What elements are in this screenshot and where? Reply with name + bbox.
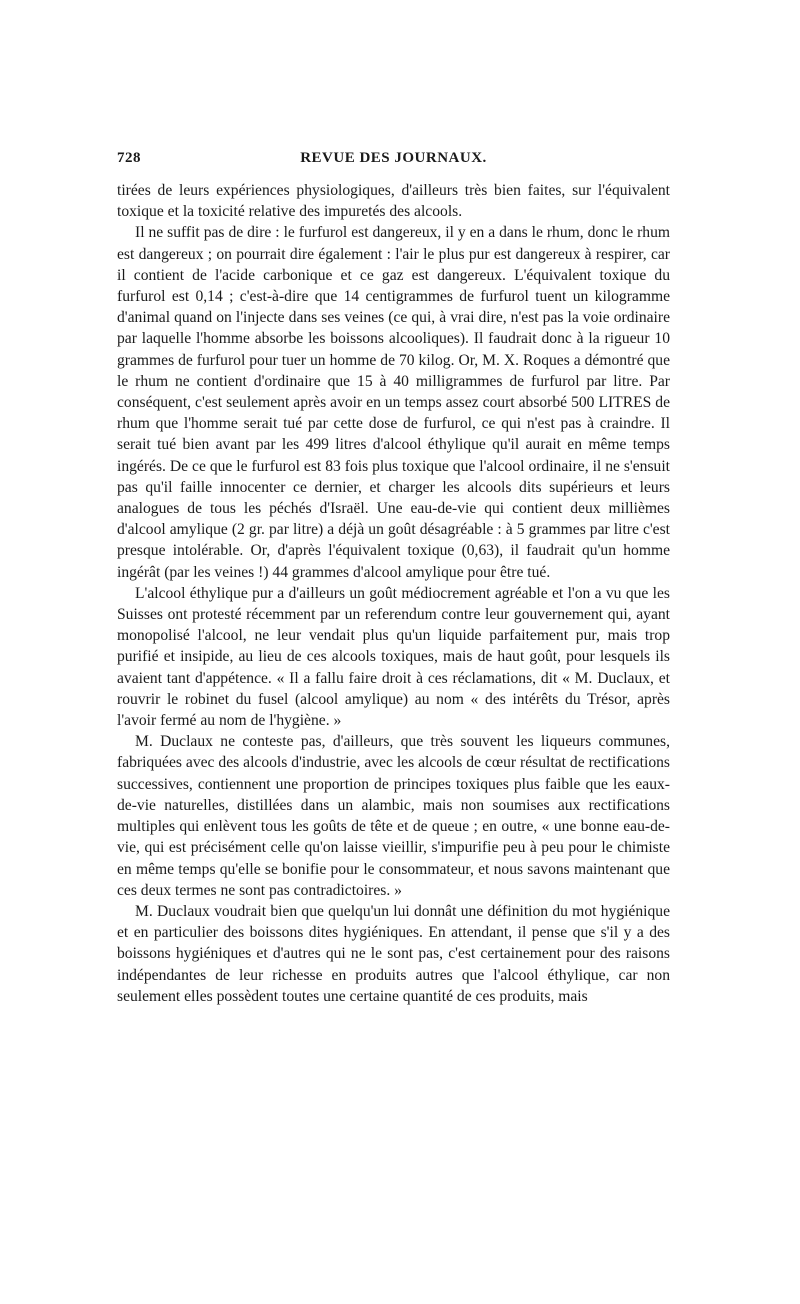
- article-body: [117, 180, 670, 1007]
- document-page: [117, 150, 670, 1007]
- paragraph-liqueurs: M. Duclaux ne conteste pas, d'ailleurs, que très souvent les liqueurs communes, fabriquées avec des alcools d'industrie, avec les alcools de cœur résultat de rectifications successives, contiennent une proportion de principes toxiques plus faible que les eaux-de-vie naturelles, distillées dans un alambic, mais non soumises aux rectifications multiples qui enlèvent tous les goûts de tête et de queue ; en outre, « une bonne eau-de-vie, qui est précisément celle qu'on laisse vieillir, s'impurifie peu à peu pour le chimiste en même temps qu'elle se bonifie pour le consommateur, et nous savons maintenant que ces deux termes ne sont pas contradictoires. »: [117, 733, 670, 899]
- page-number: 728: [117, 150, 141, 166]
- paragraph-furfurol: Il ne suffit pas de dire : le furfurol est dangereux, il y en a dans le rhum, donc le rhum est dangereux ; on pourrait dire également : l'air le plus pur est dangereux à respirer, car il contient de l'acide carbonique et ce gaz est dangereux. L'équivalent toxique du furfurol est 0,14 ; c'est-à-dire que 14 centigrammes de furfurol tuent un kilogramme d'animal quand on l'injecte dans ses veines (ce qui, à vrai dire, n'est pas la voie ordinaire par laquelle l'homme absorbe les boissons alcooliques). Il faudrait donc à la rigueur 10 grammes de furfurol pour tuer un homme de 70 kilog. Or, M. X. Roques a démontré que le rhum ne contient d'ordinaire que 15 à 40 milligrammes de furfurol par litre. Par conséquent, c'est seulement après avoir en un temps assez court absorbé 500 LITRES de rhum que l'homme serait tué par cette dose de furfurol, ce qui n'est pas à craindre. Il serait tué bien avant par les 499 litres d'alcool éthylique qu'il aurait en même temps ingérés. De ce que le furfurol est 83 fois plus toxique que l'alcool ordinaire, il ne s'ensuit pas qu'il faille innocenter ce dernier, et charger les alcools dits supérieurs et leurs analogues de tous les péchés d'Israël. Une eau-de-vie qui contient deux millièmes d'alcool amylique (2 gr. par litre) a déjà un goût désagréable : à 5 grammes par litre c'est presque intolérable. Or, d'après l'équivalent toxique (0,63), il faudrait qu'un homme ingérât (par les veines !) 44 grammes d'alcool amylique pour être tué.: [117, 224, 670, 581]
- journal-title: REVUE DES JOURNAUX.: [300, 150, 487, 166]
- paragraph-continuation: tirées de leurs expériences physiologiques, d'ailleurs très bien faites, sur l'équivalent toxique et la toxicité relative des impuretés des alcools.: [117, 182, 670, 221]
- running-head: [117, 150, 670, 172]
- paragraph-hygienique: M. Duclaux voudrait bien que quelqu'un lui donnât une définition du mot hygiénique et en particulier des boissons dites hygiéniques. En attendant, il pense que s'il y a des boissons hygiéniques et d'autres qui ne le sont pas, c'est certainement pour des raisons indépendantes de leur richesse en produits autres que l'alcool éthylique, car non seulement elles possèdent toutes une certaine quantité de ces produits, mais: [117, 902, 670, 1005]
- paragraph-alcool-ethylique: L'alcool éthylique pur a d'ailleurs un goût médiocrement agréable et l'on a vu que les Suisses ont protesté récemment par un referendum contre leur gouvernement qui, ayant monopolisé l'alcool, ne leur vendait plus qu'un liquide parfaitement pur, mais trop purifié et insipide, au lieu de ces alcools toxiques, mais de haut goût, pour lesquels ils avaient tant d'appétence. « Il a fallu faire droit à ces réclamations, dit « M. Duclaux, et rouvrir le robinet du fusel (alcool amylique) au nom « des intérêts du Trésor, après l'avoir fermé au nom de l'hygiène. »: [117, 584, 670, 730]
